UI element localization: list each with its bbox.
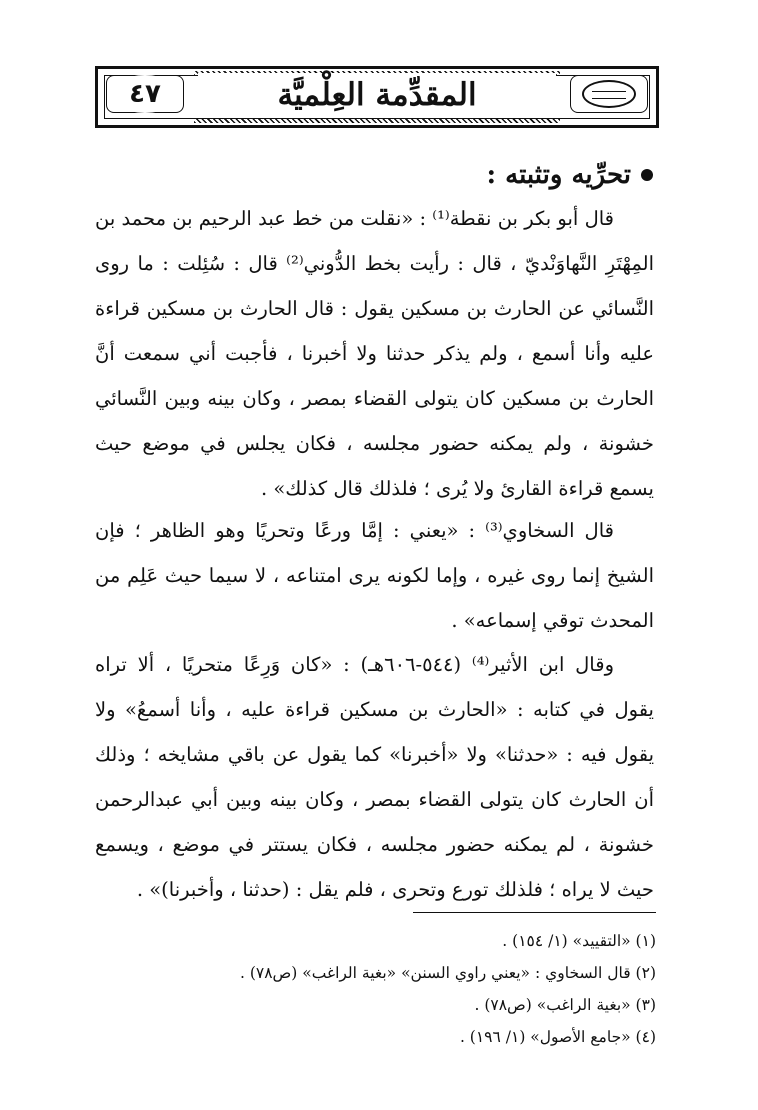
section-heading-text: تحرِّيه وتثبته : — [486, 160, 631, 190]
footnote-2: (٢) قال السخاوي : «يعني راوي السنن» «بغية الراغب» (ص٧٨) . — [239, 964, 656, 982]
header-bottom-pattern — [194, 118, 560, 123]
footnote-4: (٤) «جامع الأصول» (١/ ١٩٦) . — [459, 1028, 656, 1046]
running-title: المقدِّمة العِلْميَّة — [198, 73, 556, 117]
bullet-icon — [641, 169, 653, 181]
footnote-separator — [413, 912, 656, 913]
paragraph-2: قال السخاوي⁽³⁾ : «يعني : إمَّا ورعًا وتحريًا وهو الظاهر ؛ فإن الشيخ إنما روى غيره ، وإما لكونه يرى امتناعه ، لا سيما حيث عَلِم من المحدث توقي إسماعه» . — [95, 519, 654, 632]
page-number: ٤٧ — [110, 75, 180, 113]
footnote-1: (١) «التقييد» (١/ ١٥٤) . — [502, 932, 656, 950]
paragraph-1: قال أبو بكر بن نقطة⁽¹⁾ : «نقلت من خط عبد الرحيم بن محمد بن المِهْتَرِ النَّهاوَنْديّ ، قال : رأيت بخط الدُّوني⁽²⁾ قال : سُئِلت : ما روى النَّسائي عن الحارث بن مسكين يقول : قال الحارث بن مسكين قراءة عليه وأنا أسمع ، ولم يذكر حدثنا ولا أخبرنا ، فأجبت أني سمعت أنَّ الحارث بن مسكين كان يتولى القضاء بمصر ، وكان بينه وبين النَّسائي خشونة ، ولم يمكنه حضور مجلسه ، فكان يجلس في موضع حيث يسمع قراءة القارئ ولا يُرى ؛ فلذلك قال كذلك» . — [95, 207, 654, 500]
section-heading — [486, 152, 653, 198]
page-header-frame — [95, 66, 659, 128]
footnote-3: (٣) «بغية الراغب» (ص٧٨) . — [474, 996, 656, 1014]
footnotes — [95, 925, 656, 1053]
right-ornament-icon — [570, 75, 648, 113]
paragraph-3: وقال ابن الأثير⁽⁴⁾ (٥٤٤-٦٠٦هـ) : «كان وَرِعًا متحريًا ، ألا تراه يقول في كتابه : «الحارث بن مسكين قراءة عليه ، وأنا أسمعُ» ولا يقول فيه : «حدثنا» ولا «أخبرنا» كما يقول عن باقي مشايخه ؛ وذلك أن الحارث كان يتولى القضاء بمصر ، وكان بينه وبين أبي عبدالرحمن خشونة ، لم يمكنه حضور مجلسه ، فكان يستتر في موضع ، ويسمع حيث لا يراه ؛ فلذلك تورع وتحرى ، فلم يقل : (حدثنا ، وأخبرنا)» . — [95, 653, 654, 901]
